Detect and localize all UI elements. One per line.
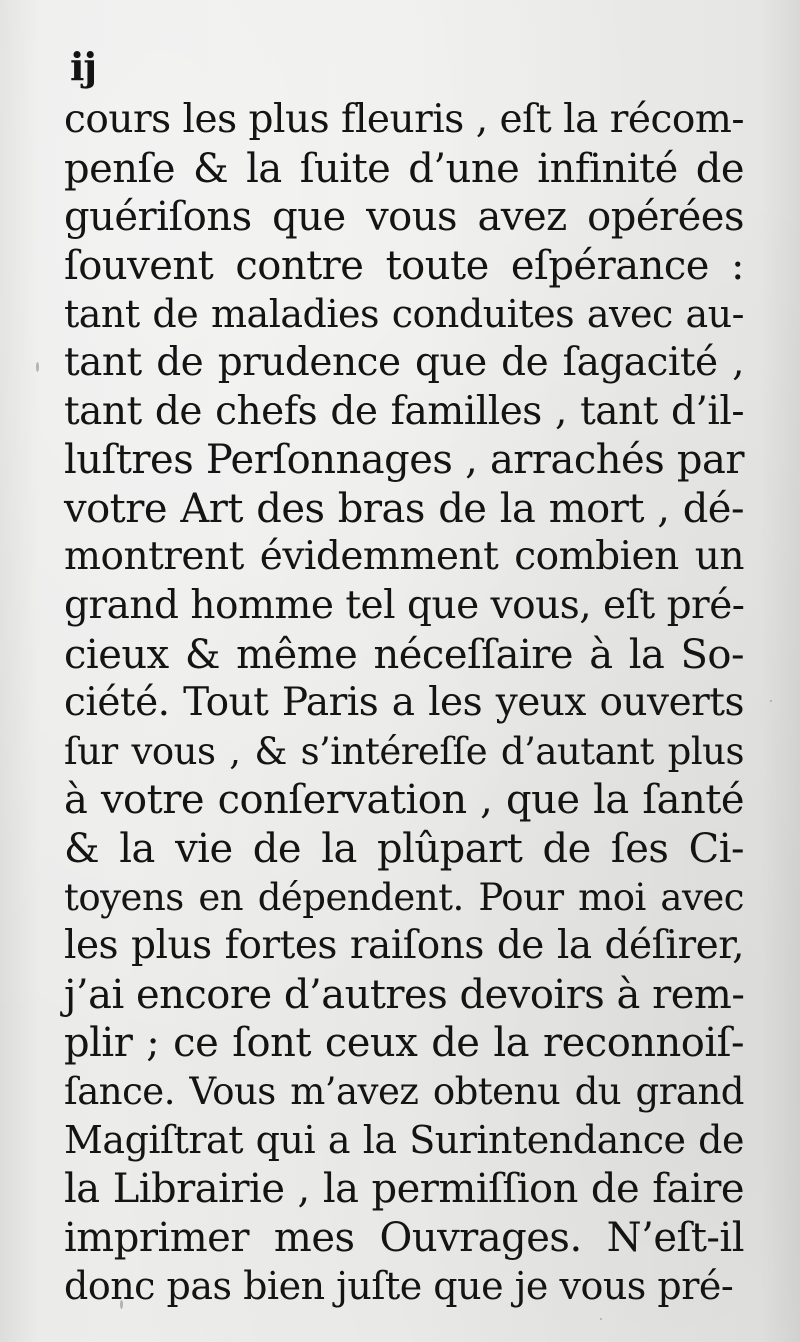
page-number: ij <box>70 44 97 89</box>
text-line: ſur vous , & s’intéreſſe d’autant plus <box>64 729 744 773</box>
text-line: montrent évidemment combien un <box>64 534 744 580</box>
text-line: ciété. Tout Paris a les yeux ouverts <box>64 680 744 726</box>
text-line: les plus fortes raiſons de la déſirer, <box>64 923 744 969</box>
paper-speck <box>36 362 39 372</box>
text-line: cieux & même néceſſaire à la So- <box>64 631 744 678</box>
text-line: luſtres Perſonnages , arrachés par <box>64 437 744 484</box>
text-line: ſance. Vous m’avez obtenu du grand <box>64 1069 744 1113</box>
text-line: votre Art des bras de la mort , dé- <box>64 485 744 532</box>
body-text <box>64 96 744 1311</box>
text-line: grand homme tel que vous, eſt pré- <box>64 582 745 628</box>
text-line: tant de maladies conduites avec au- <box>64 292 744 337</box>
text-line: tant de chefs de familles , tant d’il- <box>64 388 744 434</box>
text-line: toyens en dépendent. Pour moi avec <box>64 875 744 919</box>
text-line: ſouvent contre toute eſpérance : <box>64 242 744 289</box>
text-line: Magiſtrat qui a la Surintendance de <box>64 1118 744 1163</box>
paper-speck <box>600 1318 602 1320</box>
text-line: imprimer mes Ouvrages. N’eſt-il <box>64 1214 744 1261</box>
text-line: à votre conſervation , que la ſanté <box>64 777 744 824</box>
text-line: la Librairie , la permiſſion de faire <box>64 1166 744 1213</box>
text-line: plir ; ce ſont ceux de la reconnoiſ- <box>64 1020 744 1067</box>
text-line: penſe & la ſuite d’une infinité de <box>64 145 744 192</box>
text-line: donc pas bien juſte que je vous pré- <box>64 1264 734 1309</box>
paper-speck <box>770 700 772 702</box>
paper-speck <box>120 1300 123 1309</box>
text-line: j’ai encore d’autres devoirs à rem- <box>64 971 745 1018</box>
text-line: tant de prudence que de ſagacité , <box>64 339 744 385</box>
text-line: guériſons que vous avez opérées <box>64 194 744 241</box>
text-line: & la vie de la plûpart de ſes Ci- <box>64 825 744 872</box>
text-line: cours les plus fleuris , eſt la récom- <box>64 97 744 142</box>
